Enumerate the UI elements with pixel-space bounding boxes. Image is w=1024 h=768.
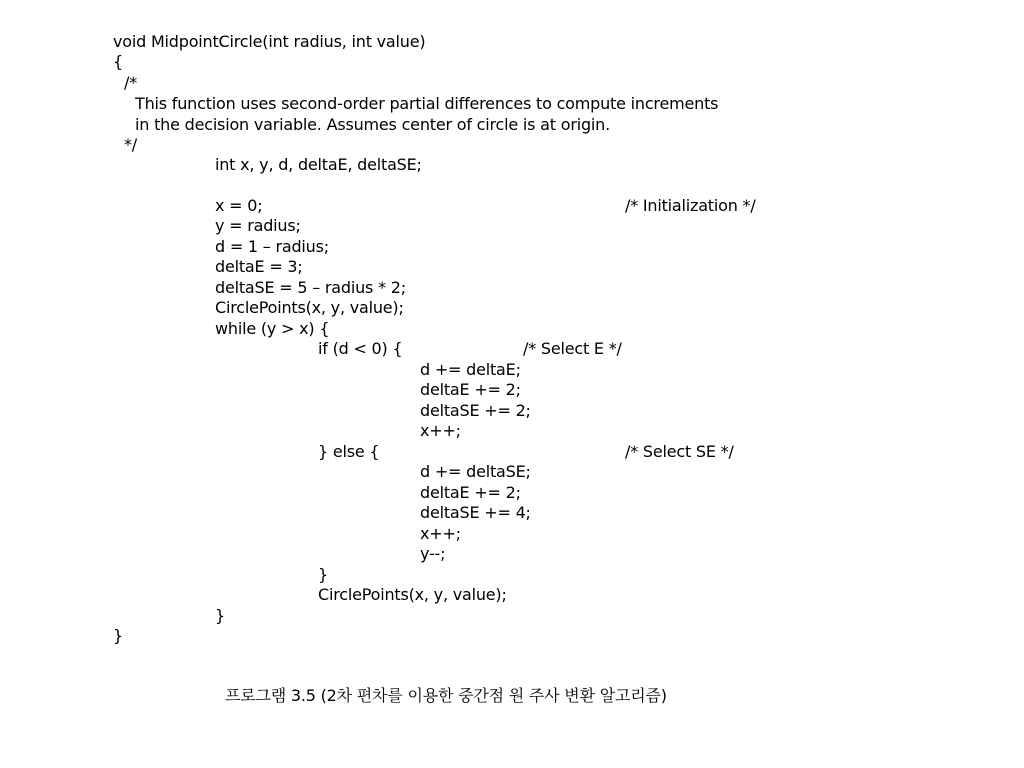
code-text: deltaE = 3; [215,257,303,276]
code-line [0,483,1024,503]
code-line [0,135,1024,155]
code-text: deltaSE += 4; [420,503,531,522]
code-text: d += deltaE; [420,360,521,379]
code-text: x++; [420,524,461,543]
code-text: while (y > x) { [215,319,330,338]
code-line [0,442,1024,462]
code-line [0,52,1024,72]
code-line [0,524,1024,544]
code-line [0,339,1024,359]
code-text: */ [124,135,137,154]
code-line [0,565,1024,585]
code-text: deltaE += 2; [420,483,521,502]
code-text: y--; [420,544,446,563]
code-text: } [215,606,225,625]
code-text: { [113,52,123,71]
code-text: if (d < 0) { [318,339,403,358]
code-text: int x, y, d, deltaE, deltaSE; [215,155,422,174]
code-text: x = 0; [215,196,263,215]
code-line [0,380,1024,400]
code-line [0,544,1024,564]
code-text: This function uses second-order partial differences to compute increments [135,94,719,113]
code-line [0,360,1024,380]
code-text: } [318,565,328,584]
code-text: deltaE += 2; [420,380,521,399]
code-line [0,585,1024,605]
code-line [0,606,1024,626]
code-text: deltaSE += 2; [420,401,531,420]
code-line [0,216,1024,236]
code-comment: /* Select SE */ [625,442,734,461]
figure-caption: 프로그램 3.5 (2차 편차를 이용한 중간점 원 주사 변환 알고리즘) [225,686,667,705]
code-line [0,32,1024,52]
code-line [0,73,1024,93]
code-text: CirclePoints(x, y, value); [318,585,507,604]
code-comment: /* Initialization */ [625,196,756,215]
code-line [0,155,1024,175]
code-line [0,298,1024,318]
code-text: void MidpointCircle(int radius, int value) [113,32,426,51]
code-text: y = radius; [215,216,301,235]
code-line [0,421,1024,441]
code-line [0,278,1024,298]
code-text: d += deltaSE; [420,462,531,481]
code-text: d = 1 – radius; [215,237,329,256]
code-line [0,319,1024,339]
code-text: /* [124,73,137,92]
code-line [0,237,1024,257]
code-line [0,115,1024,135]
code-line [0,257,1024,277]
code-text: CirclePoints(x, y, value); [215,298,404,317]
code-line [0,462,1024,482]
code-text: in the decision variable. Assumes center of circle is at origin. [135,115,610,134]
code-line [0,503,1024,523]
code-text: } else { [318,442,380,461]
code-text: } [113,626,123,645]
code-text: x++; [420,421,461,440]
code-line [0,401,1024,421]
code-line [0,196,1024,216]
code-line [0,626,1024,646]
code-text: deltaSE = 5 – radius * 2; [215,278,406,297]
code-comment: /* Select E */ [523,339,622,358]
code-line [0,94,1024,114]
